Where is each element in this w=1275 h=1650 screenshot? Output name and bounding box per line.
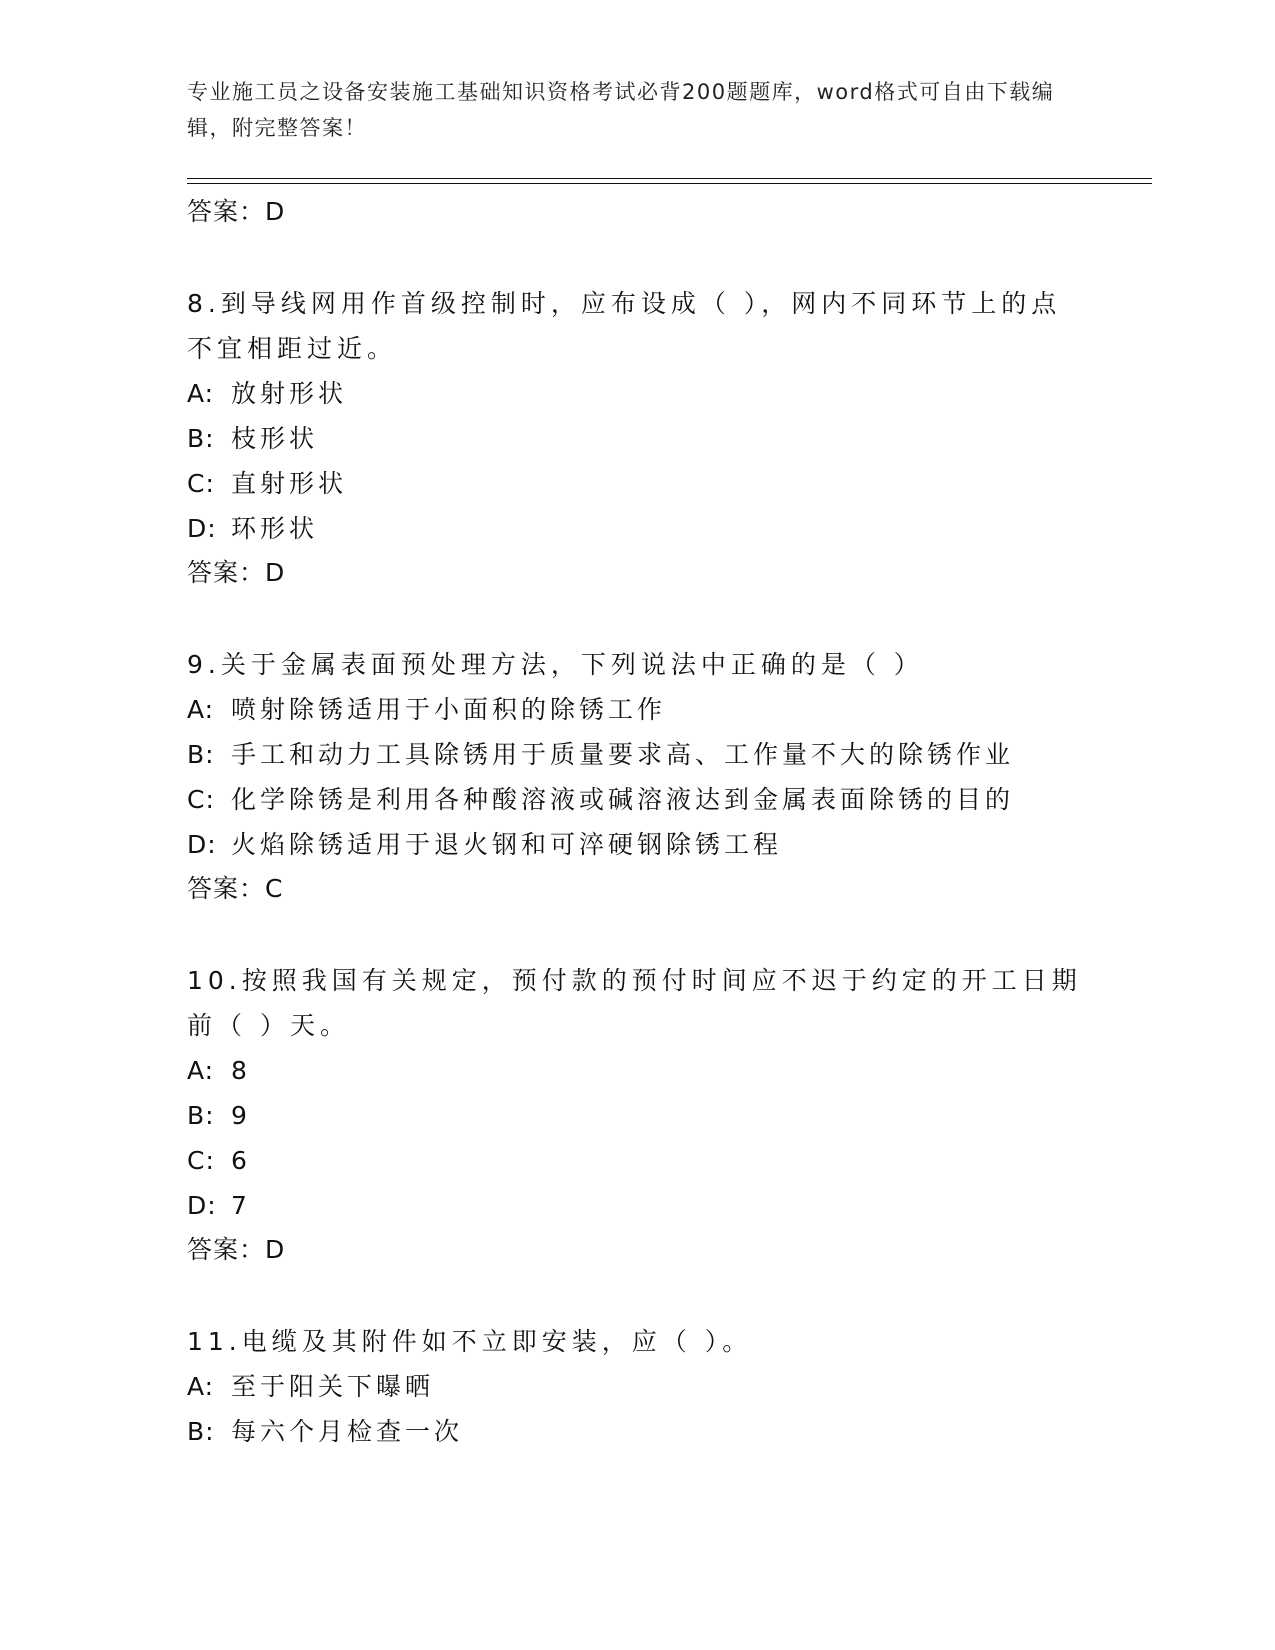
answer-line: 答案：D — [187, 558, 286, 587]
option-label: C: — [187, 785, 215, 814]
option-text: 8 — [231, 1056, 251, 1085]
option-label: B: — [187, 1101, 215, 1130]
question-block — [187, 642, 1087, 911]
answer-line: 答案：D — [187, 197, 286, 226]
option-text: 手工和动力工具除锈用于质量要求高、工作量不大的除锈作业 — [231, 740, 1015, 769]
option-a — [187, 687, 1087, 732]
option-label: C: — [187, 469, 215, 498]
option-text: 每六个月检查一次 — [231, 1417, 464, 1446]
option-label: D: — [187, 514, 217, 543]
option-text: 枝形状 — [231, 424, 319, 453]
question-list — [187, 190, 1087, 1454]
option-c — [187, 1138, 1087, 1183]
option-a — [187, 1364, 1087, 1409]
option-text: 火焰除锈适用于退火钢和可淬硬钢除锈工程 — [231, 830, 783, 859]
question-text: 9.关于金属表面预处理方法，下列说法中正确的是（ ） — [187, 650, 924, 679]
question-block — [187, 281, 1087, 595]
document-header: 专业施工员之设备安装施工基础知识资格考试必背200题题库，word格式可自由下载编辑，附完整答案！ — [187, 80, 1055, 140]
option-b — [187, 1409, 1087, 1454]
option-text: 7 — [231, 1191, 251, 1220]
option-text: 直射形状 — [231, 469, 348, 498]
option-text: 放射形状 — [231, 379, 348, 408]
option-a — [187, 1048, 1087, 1093]
option-d — [187, 1183, 1087, 1228]
option-label: A: — [187, 1056, 215, 1085]
option-label: A: — [187, 379, 215, 408]
option-label: A: — [187, 1372, 215, 1401]
option-label: B: — [187, 424, 215, 453]
question-block — [187, 1319, 1087, 1454]
option-b — [187, 732, 1087, 777]
option-label: B: — [187, 1417, 215, 1446]
question-block — [187, 958, 1087, 1272]
option-text: 化学除锈是利用各种酸溶液或碱溶液达到金属表面除锈的目的 — [231, 785, 1015, 814]
option-text: 至于阳关下曝晒 — [231, 1372, 435, 1401]
header-rule-bottom — [187, 183, 1152, 184]
question-text: 8.到导线网用作首级控制时，应布设成（ ），网内不同环节上的点不宜相距过近。 — [187, 289, 1062, 363]
option-c — [187, 461, 1087, 506]
option-d — [187, 506, 1087, 551]
question-text: 11.电缆及其附件如不立即安装，应（ ）。 — [187, 1327, 753, 1356]
option-b — [187, 1093, 1087, 1138]
header-rule-top — [187, 178, 1152, 179]
option-d — [187, 822, 1087, 867]
option-label: D: — [187, 830, 217, 859]
option-text: 6 — [231, 1146, 251, 1175]
option-label: C: — [187, 1146, 215, 1175]
option-text: 9 — [231, 1101, 251, 1130]
answer-line: 答案：D — [187, 1235, 286, 1264]
option-label: B: — [187, 740, 215, 769]
option-label: D: — [187, 1191, 217, 1220]
option-a — [187, 371, 1087, 416]
question-text: 10.按照我国有关规定，预付款的预付时间应不迟于约定的开工日期前（ ）天。 — [187, 966, 1082, 1040]
answer-line: 答案：C — [187, 874, 284, 903]
option-c — [187, 777, 1087, 822]
option-text: 喷射除锈适用于小面积的除锈工作 — [231, 695, 667, 724]
option-b — [187, 416, 1087, 461]
option-text: 环形状 — [231, 514, 319, 543]
option-label: A: — [187, 695, 215, 724]
